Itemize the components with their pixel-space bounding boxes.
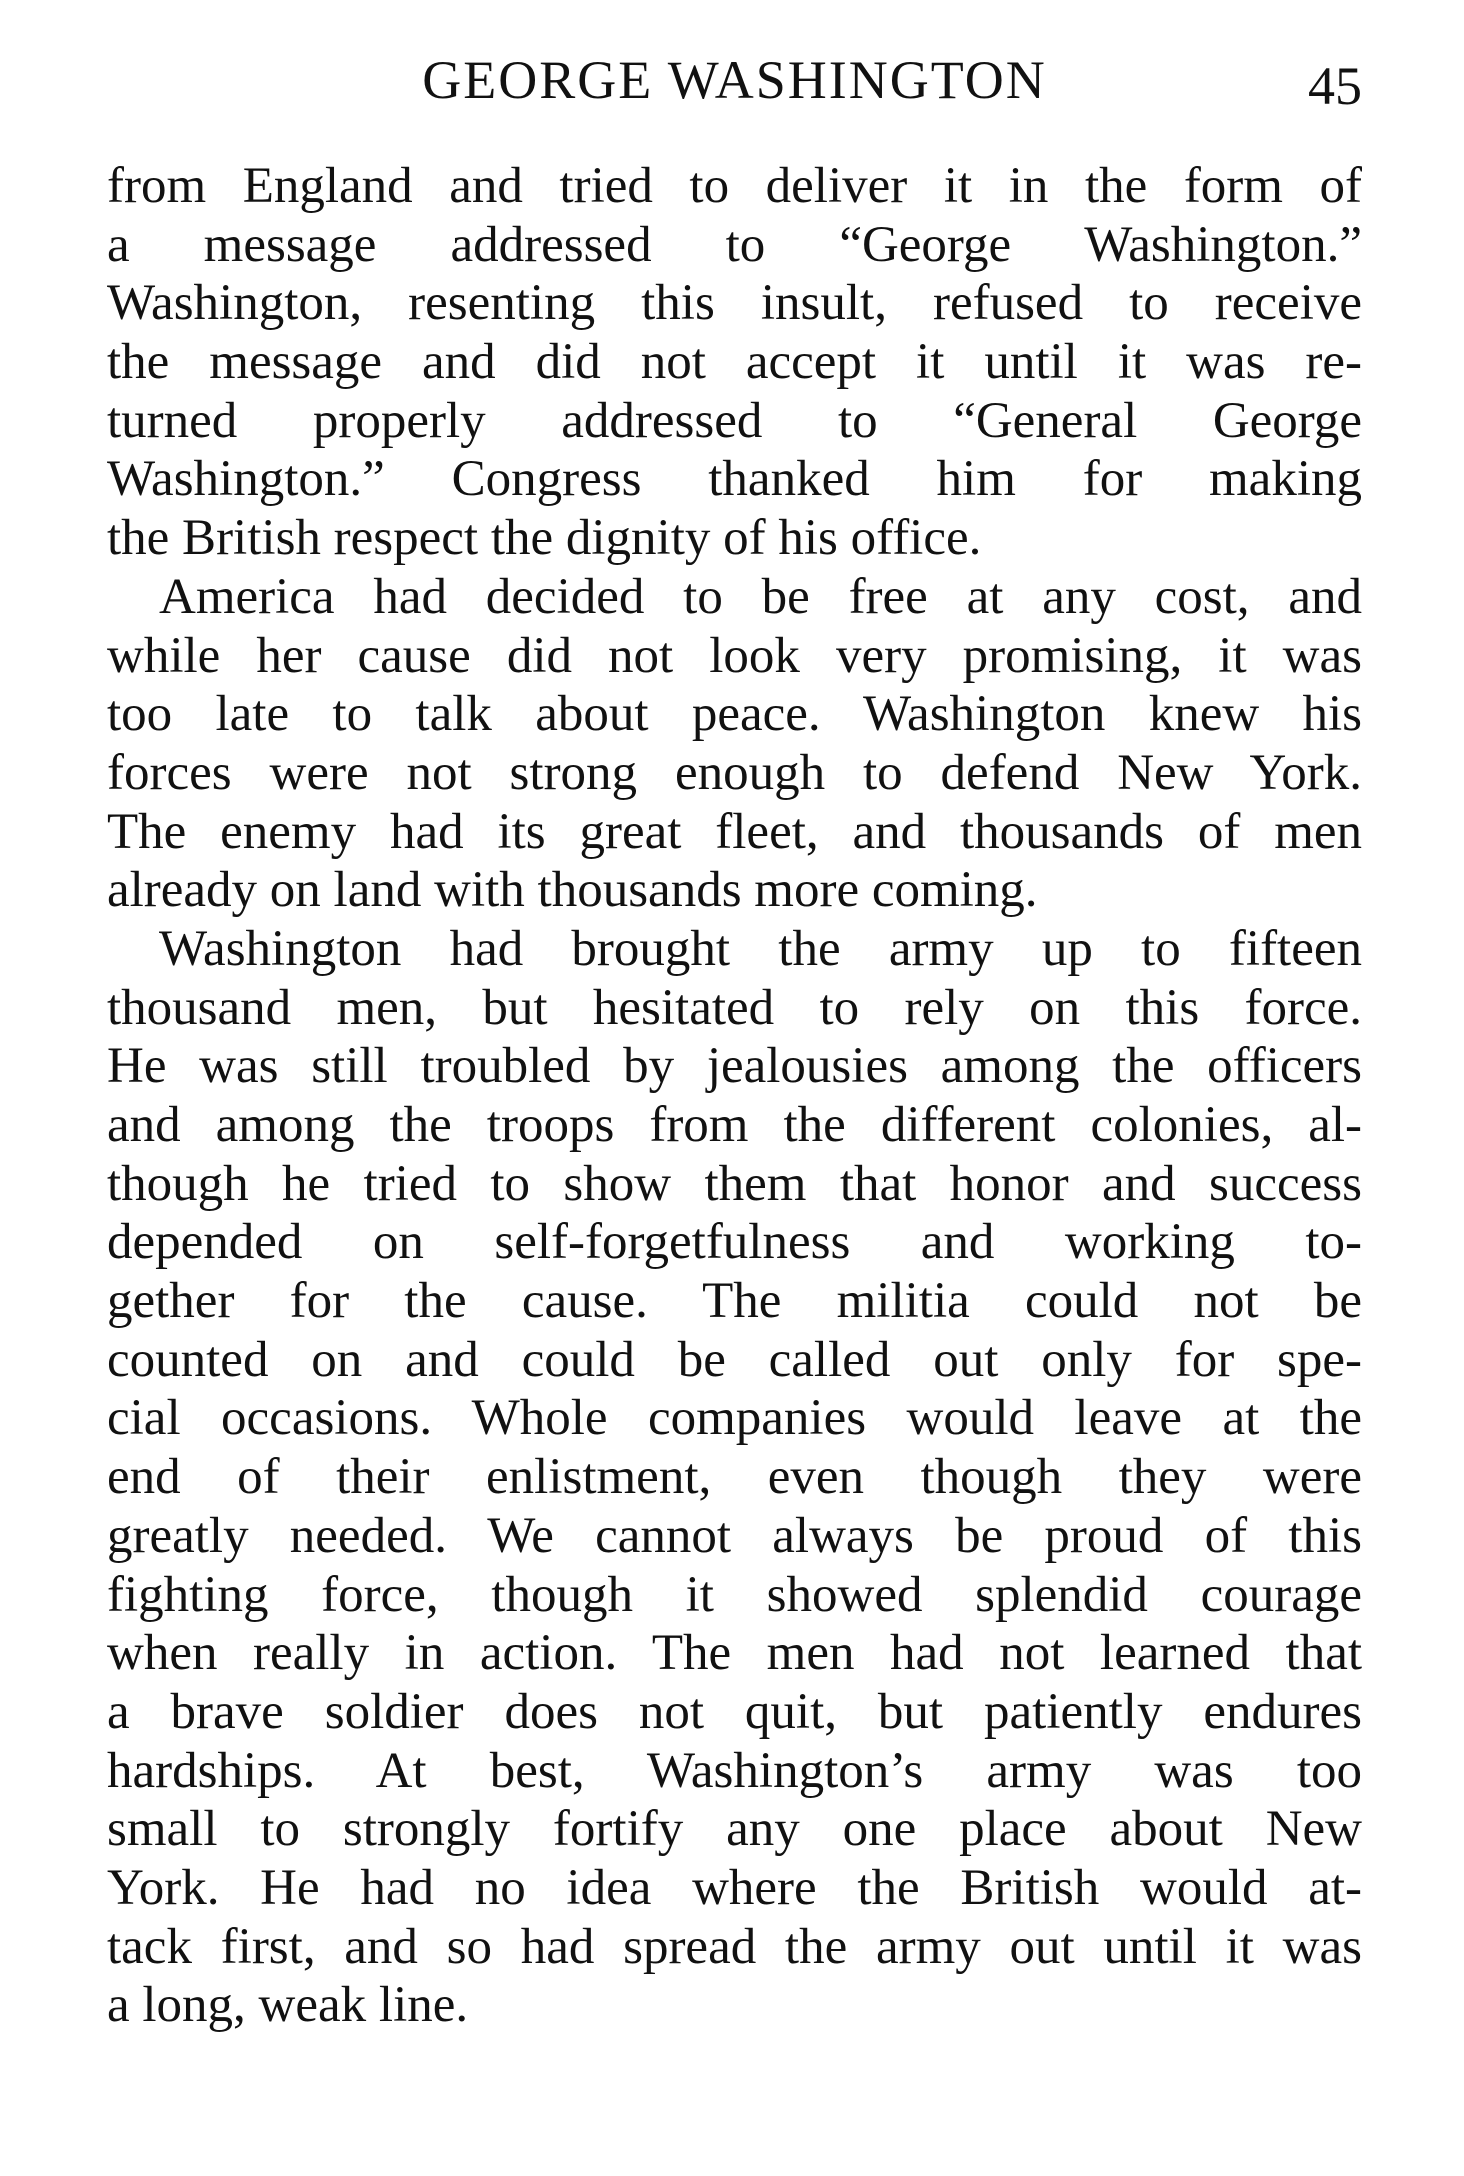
text-line: already on land with thousands more coming. bbox=[107, 862, 1038, 919]
text-line: turned properly addressed to “General George bbox=[107, 392, 1362, 449]
page-number: 45 bbox=[1308, 56, 1362, 116]
body-text bbox=[107, 157, 1362, 2035]
text-line: counted on and could be called out only for spe- bbox=[107, 1331, 1362, 1388]
paragraph-first-line: America had decided to be free at any cost, and bbox=[159, 568, 1362, 625]
text-line: Washington, resenting this insult, refused to receive bbox=[107, 275, 1362, 332]
running-title: GEORGE WASHINGTON bbox=[422, 50, 1047, 110]
text-line: fighting force, though it showed splendid courage bbox=[107, 1566, 1362, 1623]
text-line: York. He had no idea where the British would at- bbox=[107, 1859, 1362, 1916]
text-line: from England and tried to deliver it in the form of bbox=[107, 158, 1362, 214]
text-line: gether for the cause. The militia could not be bbox=[107, 1273, 1362, 1330]
text-line: and among the troops from the different colonies, al- bbox=[107, 1097, 1362, 1153]
text-line: though he tried to show them that honor and success bbox=[107, 1155, 1362, 1212]
text-line: when really in action. The men had not learned that bbox=[107, 1625, 1362, 1682]
paragraph-first-line: Washington had brought the army up to fifteen bbox=[159, 920, 1362, 977]
text-line: the British respect the dignity of his office. bbox=[107, 510, 982, 567]
text-line: depended on self-forgetfulness and working to- bbox=[107, 1214, 1362, 1271]
running-head bbox=[107, 40, 1362, 120]
text-line: The enemy had its great fleet, and thousands of men bbox=[107, 803, 1362, 860]
text-line: a message addressed to “George Washington.” bbox=[107, 216, 1362, 273]
text-line: tack first, and so had spread the army out until it was bbox=[107, 1918, 1362, 1975]
text-line: hardships. At best, Washington’s army was too bbox=[107, 1742, 1362, 1799]
text-line: a long, weak line. bbox=[107, 1977, 469, 2034]
text-line: while her cause did not look very promising, it was bbox=[107, 627, 1362, 684]
text-line: greatly needed. We cannot always be proud of this bbox=[107, 1507, 1362, 1564]
text-line: the message and did not accept it until it was re- bbox=[107, 334, 1362, 391]
text-line: a brave soldier does not quit, but patiently endures bbox=[107, 1683, 1362, 1740]
text-line: Washington.” Congress thanked him for making bbox=[107, 451, 1362, 508]
text-line: cial occasions. Whole companies would leave at the bbox=[107, 1390, 1362, 1447]
text-line: forces were not strong enough to defend New York. bbox=[107, 744, 1362, 801]
text-line: end of their enlistment, even though they were bbox=[107, 1449, 1362, 1506]
text-line: small to strongly fortify any one place about New bbox=[107, 1801, 1362, 1858]
text-line: too late to talk about peace. Washington knew his bbox=[107, 686, 1362, 743]
text-line: He was still troubled by jealousies among the officers bbox=[107, 1038, 1362, 1095]
text-line: thousand men, but hesitated to rely on this force. bbox=[107, 979, 1362, 1036]
